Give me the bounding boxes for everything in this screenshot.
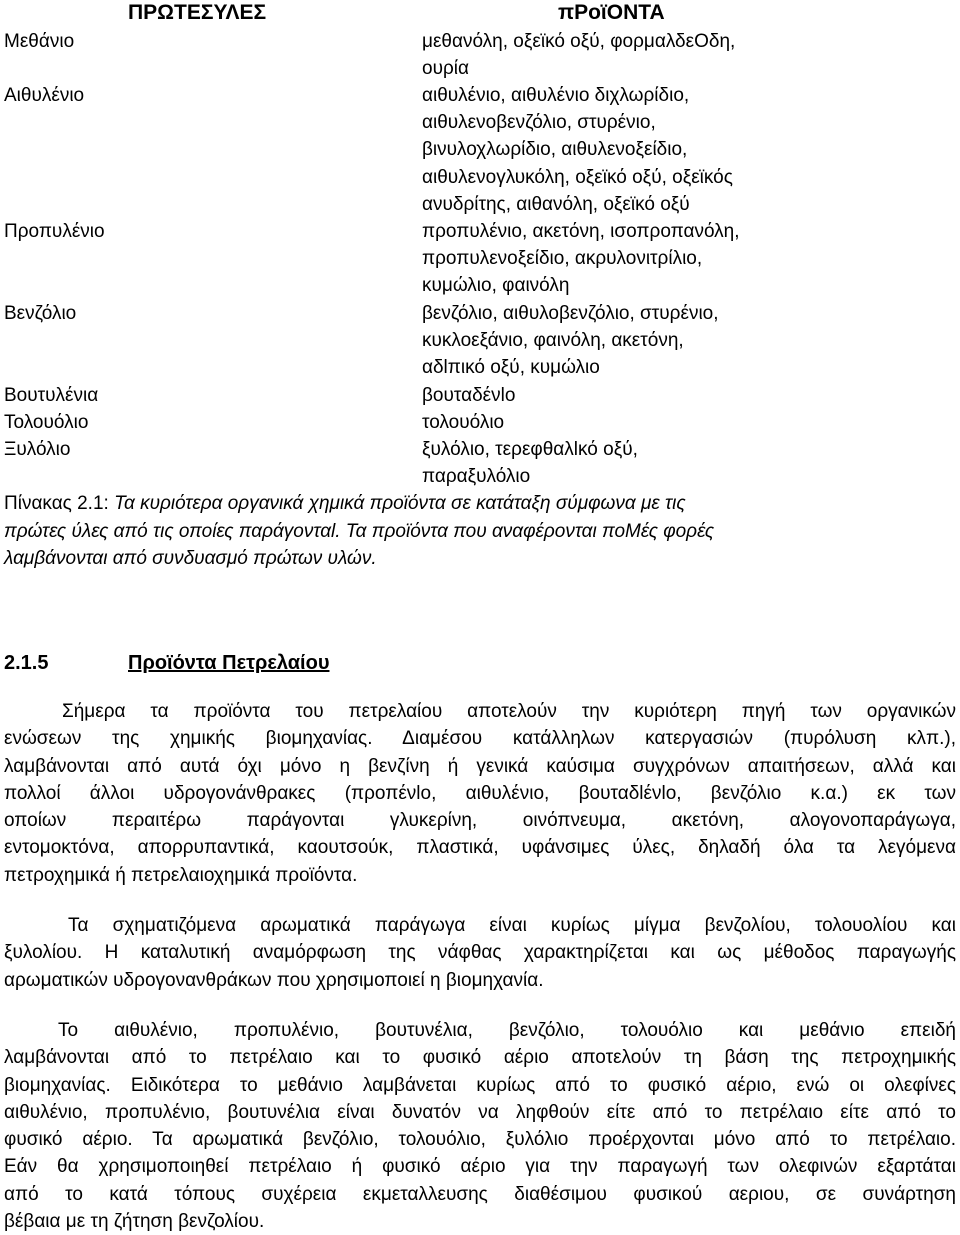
paragraph-line: πετροχημικά ή πετρελαιοχημικά προϊόντα.: [4, 864, 358, 886]
paragraph-line: πολλοί άλλοι υδρογονάνθρακες (προπένlο, αιθυλένιο, βουταδlένlο, βενζόλιο κ.α.) εκ των: [4, 782, 956, 804]
caption-line: [4, 490, 954, 518]
paragraph-line: λαμβάνονται από το πετρέλαιο και το φυσικό αέριο αποτελούν τη βάση της πετροχημικής: [4, 1047, 956, 1069]
raw-material-cell: Βουτυλένια: [4, 385, 99, 406]
products-cell: [422, 218, 802, 300]
paragraph-line: φυσικό αέριο. Τα αρωματικά βενζόλιο, τολουόλιο, ξυλόλιο προέρχονται μόνο από το πετρέλαιο.: [4, 1129, 956, 1151]
paragraph-line: Σήμερα τα προϊόντα του πετρελαίου αποτελούν την κυριότερη πηγή των οργανικών: [62, 701, 956, 722]
paragraph-line: από το κατά τόπους συχέρεια εκμεταλλευσης διαθέσιμου φυσικού αεριου, σε συνάρτηση: [4, 1183, 956, 1205]
product-line: ανυδρίτης, αιθανόλη, οξεϊκό οξύ: [422, 193, 690, 215]
products-cell: [422, 300, 802, 382]
product-line: μεθανόλη, οξεϊκό οξύ, φορμαλδεΟδη,: [422, 31, 736, 52]
product-line: αιθυλενογλυκόλη, οξεϊκό οξύ, οξεϊκός: [422, 166, 733, 188]
section-number: 2.1.5: [4, 652, 49, 674]
paragraph-line: ενώσεων της χημικής βιομηχανίας. Διαμέσου κατάλληλων κατεργασιών (πυρόλυση κλπ.),: [4, 728, 956, 750]
product-line: τολουόλιο: [422, 412, 505, 433]
raw-material-cell: Τολουόλιο: [4, 412, 89, 433]
product-line: κυμώλιο, φαινόλη: [422, 275, 570, 297]
caption-text: Τα κυριότερα οργανικά χημικά προϊόντα σε κατάταξη σύμφωνα με τις: [114, 493, 686, 514]
raw-material-cell: Προπυλένιο: [4, 221, 105, 242]
raw-material-cell: Μεθάνιο: [4, 31, 75, 52]
paragraph-line: αιθυλένιο, προπυλένιο, βουτυνέλια είναι δυνατόν να ληφθούν είτε από το πετρέλαιο είτε από το: [4, 1101, 956, 1123]
paragraph-line: Τα σχηματιζόμενα αρωματικά παράγωγα είναι κυρίως μίγμα βενζολίου, τολουολίου και: [68, 915, 956, 936]
paragraph-line: λαμβάνονται από αυτά όχι μόνο η βενζίνη ή γενικά καύσιμα συγχρόνων απαιτήσεων, αλλά και: [4, 755, 956, 777]
paragraph: [4, 1017, 956, 1235]
caption-label: Πίνακας 2.1:: [4, 493, 109, 514]
product-line: ξυλόλιο, τερεφθαλlκό οξύ,: [422, 439, 638, 460]
product-line: αιθυλενοβενζόλιο, στυρένιο,: [422, 112, 656, 134]
products-cell: [422, 28, 802, 82]
product-line: βουταδένlο: [422, 385, 516, 406]
paragraph-line: αρωματικών υδρογονανθράκων που χρησιμοποιεί η βιομηχανία.: [4, 969, 544, 991]
raw-material-cell: Αιθυλένιο: [4, 85, 85, 106]
paragraph-line: Εάν θα χρησιμοποιηθεί πετρέλαιο ή φυσικό αέριο για την παραγωγή των ολεφινών εξαρτάται: [4, 1156, 956, 1178]
product-line: ουρία: [422, 58, 469, 80]
section-title: Προϊόντα Πετρελαίου: [128, 652, 330, 674]
product-line: προπυλενοξείδιο, ακρυλονιτρίλιο,: [422, 248, 703, 270]
paragraph-line: ξυλολίου. Η καταλυτική αναμόρφωση της νάφθας χαρακτηρίζεται και ως μέθοδος παραγωγής: [4, 942, 956, 964]
caption-line: πρώτες ύλες από τις οποίες παράγονταl. Τα προϊόντα που αναφέρονται ποΜές φορές: [4, 520, 715, 542]
product-line: προπυλένιο, ακετόνη, ισοπροπανόλη,: [422, 221, 740, 242]
product-line: κυκλοεξάνιο, φαινόλη, ακετόνη,: [422, 330, 684, 352]
products-cell: [422, 409, 802, 436]
paragraph-line: βέβαια με τη ζήτηση βενζολίου.: [4, 1211, 265, 1233]
caption-line: λαμβάνονται από συνδυασμό πρώτων υλών.: [4, 548, 377, 569]
product-line: αιθυλένιο, αιθυλένιο διχλωρίδιο,: [422, 85, 690, 106]
products-cell: [422, 436, 802, 490]
table-header-raw-materials: ΠΡΩΤΕΣΥΛΕΣ: [128, 1, 267, 24]
paragraph-line: οποίων περαιτέρω παράγονται γλυκερίνη, οινόπνευμα, ακετόνη, αλογονοπαράγωγα,: [4, 810, 956, 832]
paragraph: [4, 912, 956, 994]
product-line: βινυλοχλωρίδιο, αιθυλενοξείδιο,: [422, 139, 688, 161]
product-line: παραξυλόλιο: [422, 466, 531, 488]
products-cell: [422, 82, 802, 218]
table-caption: [4, 490, 954, 573]
paragraph-line: εντομοκτόνα, απορρυπαντικά, καουτσούκ, πλαστικά, υφάνσιμες ύλες, δηλαδή όλα τα λεγόμενα: [4, 837, 956, 859]
product-line: αδlπικό οξύ, κυμώλιο: [422, 357, 600, 379]
table-header-products: πΡοϊΟΝΤΑ: [558, 1, 665, 24]
products-cell: [422, 382, 802, 409]
paragraph-line: βιομηχανίας. Ειδικότερα το μεθάνιο λαμβάνεται κυρίως από το φυσικό αέριο, ενώ οι ολεφίνες: [4, 1074, 956, 1096]
raw-material-cell: Βενζόλιο: [4, 303, 77, 324]
product-line: βενζόλιο, αιθυλοβενζόλιο, στυρένιο,: [422, 303, 719, 324]
raw-material-cell: Ξυλόλιο: [4, 439, 71, 460]
paragraph: [4, 698, 956, 889]
paragraph-line: Το αιθυλένιο, προπυλένιο, βουτυνέλια, βενζόλιο, τολουόλιο και μεθάνιο επειδή: [58, 1020, 956, 1041]
